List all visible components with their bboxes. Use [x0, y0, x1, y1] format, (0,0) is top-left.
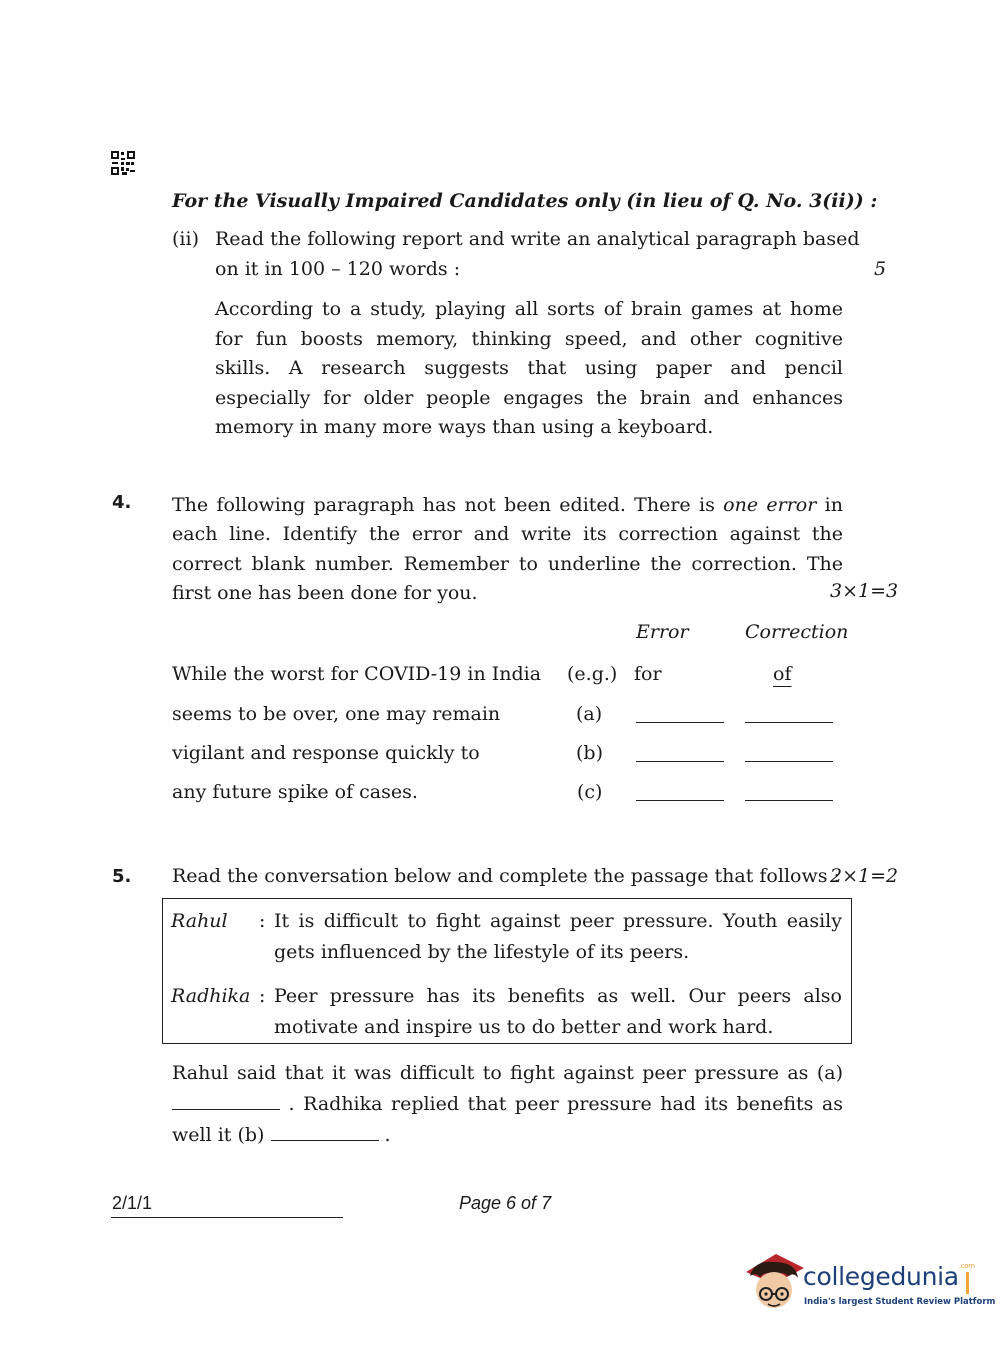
q4-intro-part2: in each line. Identify the error and write its correction against the correct blank number. Remember to underline the correction. The first one has been done for you.	[172, 494, 843, 604]
instruction-line-2: on it in 100 – 120 words :	[215, 258, 461, 280]
blank-label: (c)	[577, 781, 603, 803]
vi-section-heading: For the Visually Impaired Candidates only (in lieu of Q. No. 3(ii)) :	[172, 190, 878, 212]
logo-suffix: .com	[958, 1262, 975, 1270]
paragraph-line: any future spike of cases.	[172, 781, 418, 803]
example-correction: of	[773, 663, 792, 685]
paragraph-line: vigilant and response quickly to	[172, 742, 480, 764]
dialog-text-rahul: It is difficult to fight against peer pressure. Youth easily gets influenced by the lifestyle of its peers.	[274, 910, 842, 963]
correction-blank	[745, 722, 833, 723]
column-header-error: Error	[636, 621, 689, 643]
q5-intro: Read the conversation below and complete the passage that follows :	[172, 865, 840, 887]
qr-code-icon	[110, 150, 136, 176]
passage-part-2: . Radhika replied that peer pressure had its benefits as well it (b)	[172, 1093, 844, 1146]
passage-blank-a	[172, 1108, 280, 1110]
speaker-rahul: Rahul	[171, 910, 228, 932]
example-error: for	[634, 663, 662, 685]
error-blank	[636, 800, 724, 801]
error-blank	[636, 761, 724, 762]
column-header-correction: Correction	[745, 621, 849, 643]
report-paragraph: According to a study, playing all sorts of brain games at home for fun boosts memory, thinking speed, and other cognitive skills. A research suggests that using paper and pencil especially for older people engages the brain and enhances memory in many more ways than using a keyboard.	[215, 298, 843, 438]
logo-name-text: collegedunia	[803, 1262, 959, 1291]
sub-question-label: (ii)	[172, 228, 199, 250]
correction-blank	[745, 761, 833, 762]
footer-rule	[111, 1217, 343, 1218]
speaker-radhika: Radhika	[171, 985, 251, 1007]
paragraph-line: While the worst for COVID-19 in India	[172, 663, 542, 685]
q4-intro-part1: The following paragraph has not been edited. There is	[172, 494, 715, 516]
q4-intro	[172, 491, 843, 608]
blank-label: (a)	[576, 703, 603, 725]
instruction-line-1: Read the following report and write an analytical paragraph based	[215, 228, 860, 250]
passage-part-3: .	[384, 1124, 391, 1146]
reported-speech-passage	[172, 1058, 843, 1151]
marks-q3: 5	[874, 258, 887, 280]
passage-blank-b	[271, 1139, 379, 1141]
paper-code: 2/1/1	[112, 1193, 153, 1213]
dialog-text-radhika: Peer pressure has its benefits as well. Our peers also motivate and inspire us to do better and work hard.	[274, 985, 842, 1038]
blank-label: (e.g.)	[567, 663, 618, 685]
marks-q4: 3×1=3	[830, 580, 899, 602]
logo-tagline: India's largest Student Review Platform	[804, 1297, 996, 1307]
logo-wordmark	[803, 1262, 975, 1291]
marks-q5: 2×1=2	[830, 865, 899, 887]
dialog-colon: :	[259, 985, 266, 1007]
paragraph-line: seems to be over, one may remain	[172, 703, 501, 725]
passage-part-1: Rahul said that it was difficult to fight against peer pressure as (a)	[172, 1062, 843, 1084]
question-number-4: 4.	[112, 492, 132, 513]
dialog-colon: :	[259, 910, 266, 932]
page-number: Page 6 of 7	[459, 1193, 552, 1213]
error-blank	[636, 722, 724, 723]
q4-intro-emphasis: one error	[723, 494, 817, 516]
blank-label: (b)	[576, 742, 603, 764]
correction-blank	[745, 800, 833, 801]
question-number-5: 5.	[112, 866, 132, 887]
